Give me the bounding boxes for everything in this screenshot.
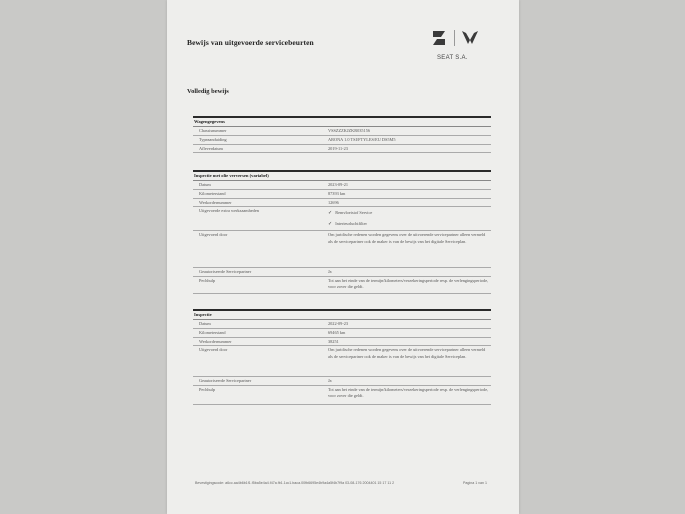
row-label: Werkordernummer [199, 199, 232, 205]
brand-logo [430, 28, 490, 70]
table-row [193, 386, 491, 405]
row-label: Kilometerstand [199, 329, 226, 335]
table-row [193, 338, 491, 347]
table-row [193, 268, 491, 277]
row-label: Uitgevoerd door [199, 347, 228, 353]
inspection-section [193, 309, 491, 405]
inspection-oil-section [193, 170, 491, 294]
table-row [193, 207, 491, 231]
row-value: 12696 [328, 199, 339, 205]
row-value: 38251 [328, 338, 339, 344]
document-page [167, 0, 519, 514]
row-value: Ja [328, 378, 332, 384]
table-row [193, 127, 491, 136]
vehicle-header: Wagengegevens [193, 116, 491, 127]
checkmark-icon: ✓ [328, 211, 333, 217]
inspection-oil-header: Inspectie met olie verversen (variabel) [193, 170, 491, 181]
document-title: Bewijs van uitgevoerde servicebeurten [187, 38, 314, 47]
row-value: Tot aan het einde van de termijn/kilometers/verzekeringsperiode resp. de verlengingsperiode, voor zover die geldt. [328, 387, 489, 399]
row-value: 2023-09-21 [328, 182, 349, 187]
row-value: VSSZZZKJZKR035156 [328, 128, 371, 133]
row-label: Geautoriseerde Servicepartner [199, 378, 252, 384]
table-row [193, 277, 491, 294]
footer-verification-code: Bevestigingscode: a6cc.aa4b6b1f1.f5ba5e4a4.f47a.fb1.1cc1.baca.00fb6695e4b9a4a5f4b7f9a 03-08-176 2004401 15 17 11 2 [195, 481, 395, 485]
row-label: Werkordernummer [199, 338, 232, 344]
table-row [193, 199, 491, 208]
extra-item: Remvloeistof Service [335, 210, 373, 216]
table-row [193, 377, 491, 386]
row-label: Kilometerstand [199, 190, 226, 196]
vehicle-section [193, 116, 491, 153]
logo-separator [454, 30, 455, 46]
row-label: Chassisnummer [199, 128, 227, 133]
table-row [193, 181, 491, 190]
row-label: Uitgevoerde extra werkzaamheden [199, 208, 259, 214]
table-row [193, 145, 491, 154]
row-label: Geautoriseerde Servicepartner [199, 269, 252, 275]
row-label: Datum [199, 182, 211, 187]
row-label: Typeaanduiding [199, 136, 227, 142]
inspection-header: Inspectie [193, 309, 491, 320]
row-label: Afleverdatum [199, 145, 223, 151]
row-value [328, 207, 491, 230]
checkmark-icon: ✓ [328, 222, 333, 228]
row-value: 69465 km [328, 329, 346, 335]
row-value: 2019-11-23 [328, 145, 348, 151]
row-value: 2022-09-23 [328, 321, 349, 326]
document-subtitle: Volledig bewijs [187, 88, 229, 95]
row-value: ARONA 1.0 TSI/FTYLES/EU DS5M5 [328, 136, 396, 142]
row-value: Tot aan het einde van de termijn/kilometers/verzekeringsperiode resp. de verlengingsperiode, voor zover die geldt. [328, 278, 489, 290]
table-row [193, 231, 491, 268]
row-value: 87393 km [328, 190, 346, 196]
table-row [193, 190, 491, 199]
brand-text: SEAT S.A. [437, 55, 468, 61]
table-row [193, 136, 491, 145]
table-row [193, 329, 491, 338]
footer-page-number: Pagina 1 van 1 [463, 481, 487, 485]
table-row [193, 346, 491, 377]
table-row [193, 320, 491, 329]
seat-logo-icon [430, 28, 448, 48]
row-label: Datum [199, 321, 211, 326]
row-value: Ja [328, 269, 332, 275]
cupra-logo-icon [460, 29, 480, 47]
extra-item: Interieurluchtfilter [335, 221, 367, 227]
row-label: Pechhulp [199, 387, 215, 393]
row-label: Uitgevoerd door [199, 232, 228, 238]
row-value: Om juridische redenen worden gegevens over de uitvoerende servicepartner alleen vermeld als de servicepartner ook de maker is van de bewijs van het digitale Serviceplan. [328, 347, 486, 359]
row-label: Pechhulp [199, 278, 215, 284]
row-value: Om juridische redenen worden gegevens over de uitvoerende servicepartner alleen vermeld als de servicepartner ook de maker is van de bewijs van het digitale Serviceplan. [328, 232, 486, 244]
